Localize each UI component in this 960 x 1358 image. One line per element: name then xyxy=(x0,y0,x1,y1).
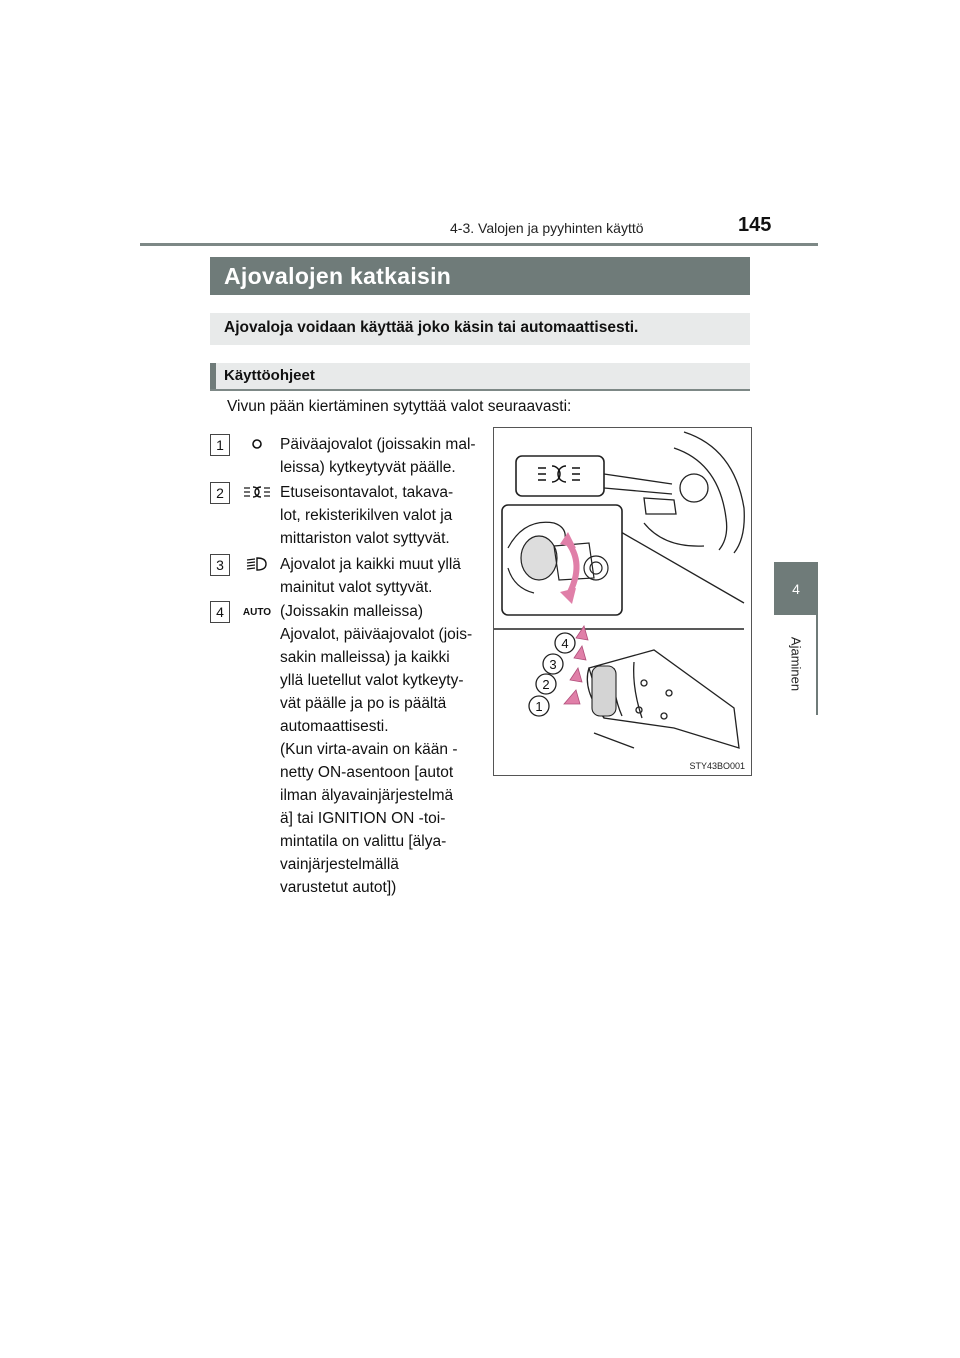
auto-icon xyxy=(242,602,272,620)
callout-4 xyxy=(555,633,575,653)
lever-knob-shading xyxy=(592,666,616,716)
chapter-number: 4 xyxy=(792,580,800,597)
page-number: 145 xyxy=(738,214,772,236)
item-line: mittariston valot syttyvät. xyxy=(280,530,450,547)
item-number: 2 xyxy=(210,482,230,504)
section-title-bar xyxy=(210,257,750,295)
intro-box xyxy=(210,313,750,345)
item-line: Päiväajovalot (joissakin mal- xyxy=(280,436,476,453)
headlight-switch-figure xyxy=(493,427,752,776)
item-line: sakin malleissa) ja kaikki xyxy=(280,649,450,666)
item-line: netty ON-asentoon [autot xyxy=(280,764,454,781)
callout-1-label: 1 xyxy=(535,699,543,714)
callout-4-label: 4 xyxy=(561,636,569,651)
off-ring-icon xyxy=(242,435,272,453)
callout-2 xyxy=(536,674,556,694)
header-rule xyxy=(140,243,818,246)
item-line: (Joissakin malleissa) xyxy=(280,603,423,620)
callout-2-label: 2 xyxy=(542,677,550,692)
item-line: lot, rekisterikilven valot ja xyxy=(280,507,453,524)
subsection-accent xyxy=(210,363,216,389)
item-line: yllä luetellut valot kytkeyty- xyxy=(280,672,464,689)
item-line: mainitut valot syttyvät. xyxy=(280,579,433,596)
item-line: (Kun virta-avain on kään - xyxy=(280,741,458,758)
item-line: vät päälle ja po is päältä xyxy=(280,695,447,712)
chapter-label: Ajaminen xyxy=(788,636,804,692)
parking-lights-icon xyxy=(242,483,272,501)
callout-3-label: 3 xyxy=(549,657,557,672)
item-line: vainjärjestelmällä xyxy=(280,856,399,873)
item-line: Ajovalot, päiväajovalot (jois- xyxy=(280,626,473,643)
lead-text: Vivun pään kiertäminen sytyttää valot seuraavasti: xyxy=(227,398,572,415)
item-line: Ajovalot ja kaikki muut yllä xyxy=(280,556,461,573)
auto-icon-label: AUTO xyxy=(242,607,272,618)
header-section-title: 4-3. Valojen ja pyyhinten käyttö xyxy=(450,220,644,236)
intro-text: Ajovaloja voidaan käyttää joko käsin tai automaattisesti. xyxy=(224,319,639,336)
callout-1 xyxy=(529,696,549,716)
item-number: 3 xyxy=(210,554,230,576)
subsection-title: Käyttöohjeet xyxy=(224,367,315,384)
item-text xyxy=(280,553,486,599)
item-line: mintatila on valittu [älya- xyxy=(280,833,447,850)
item-text xyxy=(280,433,486,479)
chapter-tab-line xyxy=(816,615,818,715)
steering-wheel-drawing xyxy=(614,432,744,603)
callout-3 xyxy=(543,654,563,674)
headlight-icon xyxy=(242,555,272,573)
item-line: leissa) kytkeytyvät päälle. xyxy=(280,459,456,476)
item-line: Etuseisontavalot, takava- xyxy=(280,484,454,501)
hand-detail-box xyxy=(502,505,622,615)
item-number: 4 xyxy=(210,601,230,623)
item-line: automaattisesti. xyxy=(280,718,389,735)
subsection-bar xyxy=(210,363,750,391)
item-number: 1 xyxy=(210,434,230,456)
section-title: Ajovalojen katkaisin xyxy=(224,263,452,289)
figure-illustration xyxy=(494,428,751,775)
item-line: varustetut autot]) xyxy=(280,879,397,896)
figure-code: STY43BO001 xyxy=(689,761,745,771)
item-line: ä] tai IGNITION ON -toi- xyxy=(280,810,446,827)
chapter-tab xyxy=(774,562,818,615)
item-line: ilman älyavainjärjestelmä xyxy=(280,787,454,804)
item-text xyxy=(280,600,486,899)
item-text xyxy=(280,481,486,550)
